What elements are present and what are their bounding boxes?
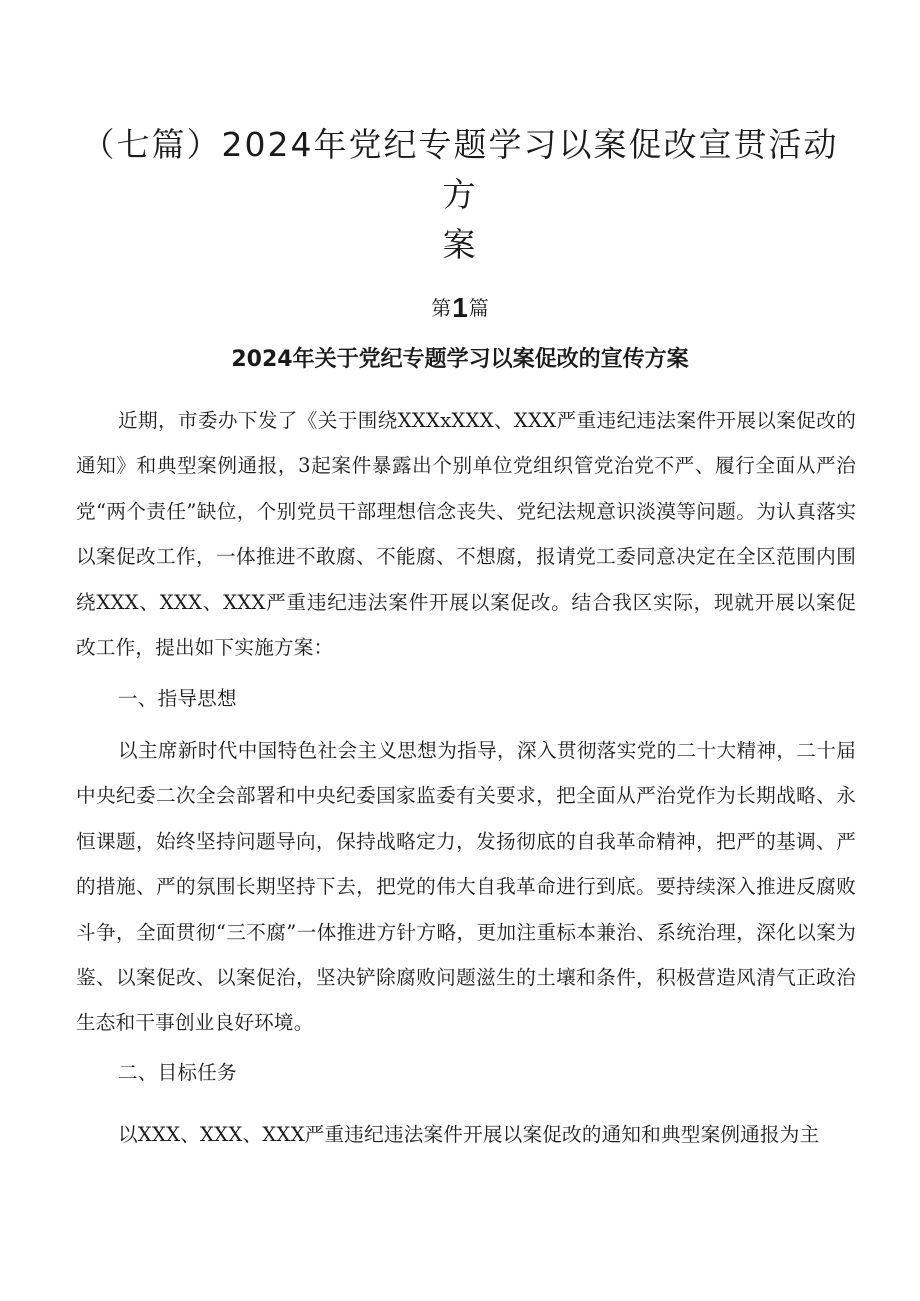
document-title-line2: 案 — [442, 225, 478, 264]
document-title-line1: （七篇）2024年党纪专题学习以案促改宣贯活动方 — [81, 125, 839, 214]
chapter-number: 1 — [452, 292, 468, 323]
body-paragraph-objectives: 以XXX、XXX、XXX严重违纪违法案件开展以案促改的通知和典型案例通报为主 — [118, 1123, 820, 1146]
section-heading-objectives: 二、目标任务 — [118, 1061, 237, 1084]
body-paragraph-intro: 近期，市委办下发了《关于围绕XXXxXXX、XXX严重违纪违法案件开展以案促改的通知》和典型案例通报，3起案件暴露出个别单位党组织管党治党不严、履行全面从严治党“两个责任”缺位，个别党员干部理想信念丧失、党纪法规意识淡漠等问题。为认真落实以案促改工作，一体推进不敢腐、不能腐、不想腐，报请党工委同意决定在全区范围内围绕XXX、XXX、XXX严重违纪违法案件开展以案促改。结合我区实际，现就开展以案促改工作，提出如下实施方案： — [76, 409, 856, 660]
chapter-label — [0, 288, 920, 328]
section-subtitle: 2024年关于党纪专题学习以案促改的宣传方案 — [231, 347, 689, 372]
chapter-prefix: 第 — [431, 296, 452, 320]
chapter-suffix: 篇 — [468, 296, 489, 320]
section-heading-guiding-ideology: 一、指导思想 — [118, 687, 237, 710]
document-title — [80, 120, 840, 270]
body-paragraph-guiding-ideology: 以主席新时代中国特色社会主义思想为指导，深入贯彻落实党的二十大精神，二十届中央纪委二次全会部署和中央纪委国家监委有关要求，把全面从严治党作为长期战略、永恒课题，始终坚持问题导向，保持战略定力，发扬彻底的自我革命精神，把严的基调、严的措施、严的氛围长期坚持下去，把党的伟大自我革命进行到底。要持续深入推进反腐败斗争，全面贯彻“三不腐”一体推进方针方略，更加注重标本兼治、系统治理，深化以案为鉴、以案促改、以案促治，坚决铲除腐败问题滋生的土壤和条件，积极营造风清气正政治生态和干事创业良好环境。 — [76, 739, 856, 1035]
